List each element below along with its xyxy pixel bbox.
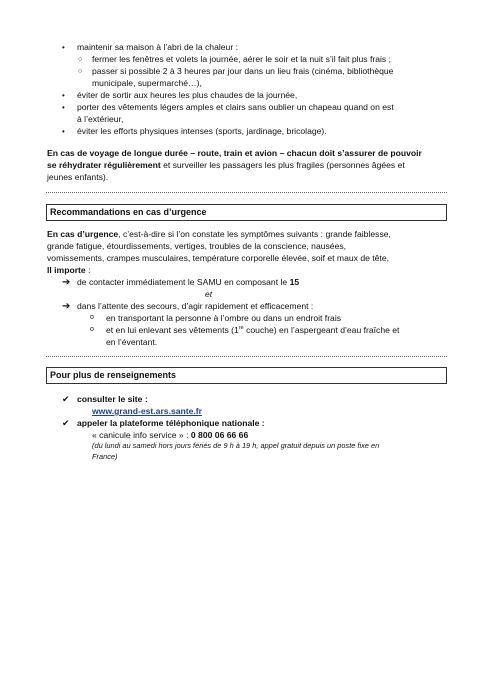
info-check-1: consulter le site : bbox=[77, 394, 148, 404]
checkmark-icon: ✔ bbox=[62, 418, 70, 428]
travel-line-2 bbox=[47, 160, 405, 171]
info-hours-line-1: (du lundi au samedi hors jours fériés de 9 h à 19 h, appel gratuit depuis un poste fixe en bbox=[92, 441, 380, 450]
advice-item-3: porter des vêtements légers amples et clairs sans oublier un chapeau quand on est bbox=[77, 102, 394, 112]
emergency-heading-box bbox=[46, 204, 447, 221]
emergency-sub-1: en transportant la personne à l’ombre ou dans un endroit frais bbox=[106, 313, 342, 323]
arrow-item-1-text: de contacter immédiatement le SAMU en composant le bbox=[77, 277, 290, 287]
info-service-line bbox=[92, 430, 248, 441]
emergency-para-line-4 bbox=[47, 265, 90, 276]
arrow-right-icon: ➔ bbox=[62, 277, 71, 288]
et-conjunction: et bbox=[205, 289, 213, 299]
travel-line-2-bold: se réhydrater régulièrement bbox=[47, 160, 161, 170]
emergency-para-1-rest: , c’est-à-dire si l’on constate les symptômes suivants : grande faiblesse, bbox=[118, 229, 391, 239]
advice-item-1: maintenir sa maison à l’abri de la chaleur : bbox=[77, 42, 238, 52]
website-link[interactable]: www.grand-est.ars.sante.fr bbox=[92, 406, 202, 416]
bullet-icon: • bbox=[62, 91, 65, 100]
service-label: « canicule info service » : bbox=[92, 430, 191, 440]
emergency-para-line-3: vomissements, crampes musculaires, température corporelle élevée, soif et maux de tête, bbox=[47, 253, 389, 263]
info-heading-box bbox=[46, 367, 447, 384]
emergency-sub-2-b: couche) en l’aspergeant d’eau fraîche et bbox=[243, 325, 400, 335]
travel-line-2-rest: et surveiller les passagers les plus fragiles (personnes âgées et bbox=[160, 160, 405, 170]
emergency-sub-2-a: et en lui enlevant ses vêtements (1 bbox=[106, 325, 239, 335]
separator bbox=[46, 192, 447, 193]
emergency-heading: Recommandations en cas d’urgence bbox=[50, 207, 207, 217]
info-heading: Pour plus de renseignements bbox=[50, 370, 177, 380]
circle-bullet-icon: o bbox=[90, 326, 94, 333]
travel-line-3: jeunes enfants). bbox=[47, 172, 109, 182]
circle-bullet-icon: ○ bbox=[78, 68, 83, 75]
bullet-icon: • bbox=[62, 103, 65, 112]
superscript-re: re bbox=[238, 325, 244, 332]
advice-item-1-sub-1: fermer les fenêtres et volets la journée, aérer le soir et la nuit s’il fait plus frais ; bbox=[92, 54, 392, 64]
arrow-right-icon: ➔ bbox=[62, 301, 71, 312]
emergency-bold: En cas d’urgence bbox=[47, 229, 119, 239]
emergency-para-line-2: grande fatigue, étourdissements, vertiges, troubles de la conscience, nausées, bbox=[47, 241, 347, 251]
separator bbox=[46, 356, 447, 357]
advice-item-3-cont: à l’extérieur, bbox=[77, 114, 124, 124]
advice-item-1-sub-2-cont: municipale, supermarché…), bbox=[92, 78, 202, 88]
info-hours-line-2: France) bbox=[92, 452, 118, 461]
travel-line-1: En cas de voyage de longue durée – route, train et avion – chacun doit s’assurer de pouvoir bbox=[47, 148, 422, 158]
info-url-wrapper bbox=[92, 406, 202, 417]
bullet-icon: • bbox=[62, 127, 65, 136]
arrow-item-2: dans l’attente des secours, d’agir rapidement et efficacement : bbox=[77, 301, 314, 311]
emergency-para-line-1 bbox=[47, 229, 391, 240]
il-importe: Il importe bbox=[47, 265, 86, 275]
emergency-sub-2 bbox=[106, 325, 399, 336]
circle-bullet-icon: ○ bbox=[78, 56, 83, 63]
advice-item-2: éviter de sortir aux heures les plus chaudes de la journée, bbox=[77, 90, 298, 100]
colon: : bbox=[85, 265, 91, 275]
emergency-sub-2-cont: en l’éventant. bbox=[106, 337, 158, 347]
samu-number: 15 bbox=[289, 277, 300, 287]
advice-item-4: éviter les efforts physiques intenses (sports, jardinage, bricolage). bbox=[77, 126, 327, 136]
phone-number: 0 800 06 66 66 bbox=[190, 430, 249, 440]
circle-bullet-icon: o bbox=[90, 314, 94, 321]
checkmark-icon: ✔ bbox=[62, 394, 70, 404]
bullet-icon: • bbox=[62, 43, 65, 52]
info-check-2: appeler la plateforme téléphonique nationale : bbox=[77, 418, 265, 428]
advice-item-1-sub-2: passer si possible 2 à 3 heures par jour dans un lieu frais (cinéma, bibliothèque bbox=[92, 66, 394, 76]
arrow-item-1 bbox=[77, 277, 299, 288]
